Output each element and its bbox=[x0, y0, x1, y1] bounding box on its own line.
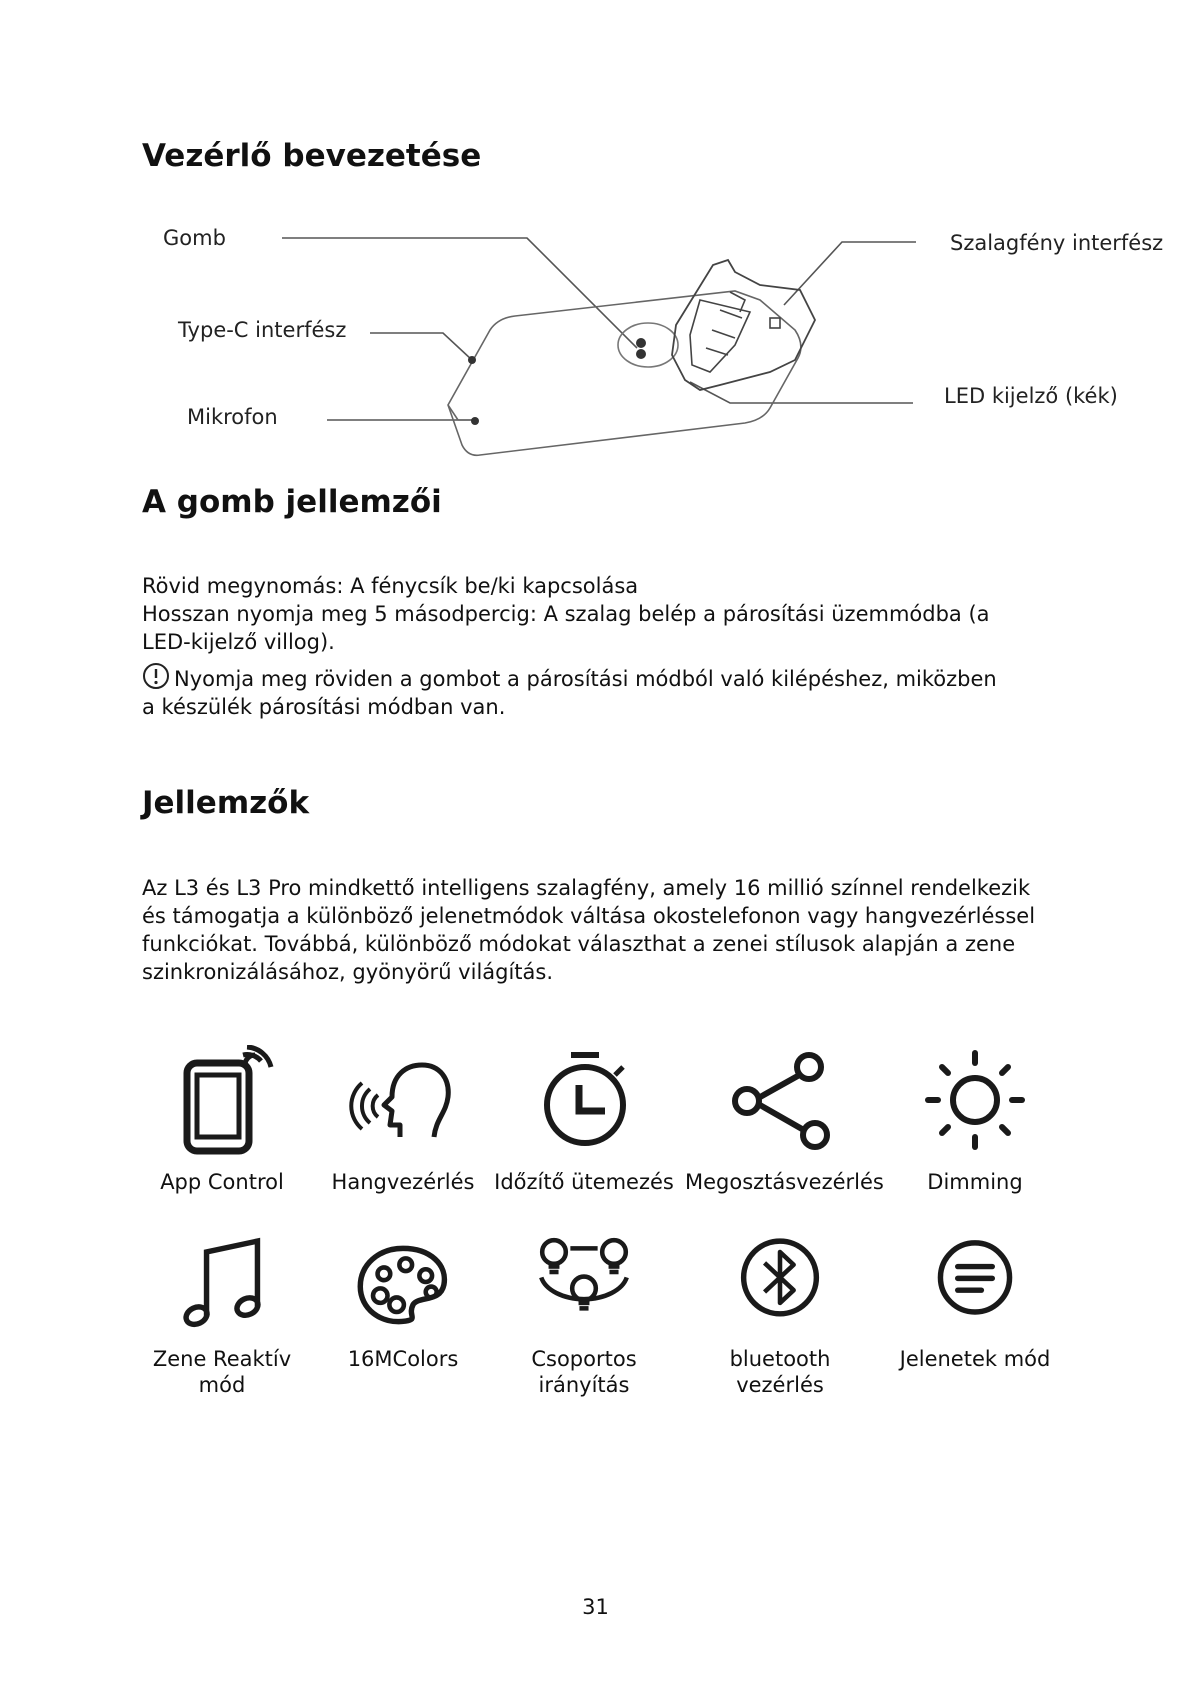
feature-bluetooth bbox=[685, 1232, 875, 1398]
leader-line-typec bbox=[370, 333, 472, 360]
feature-label: bluetooth vezérlés bbox=[729, 1347, 831, 1397]
feature-label: 16MColors bbox=[347, 1347, 459, 1371]
feature-label: Zene Reaktív mód bbox=[152, 1347, 292, 1397]
bulbs-icon bbox=[529, 1232, 639, 1332]
features-description: Az L3 és L3 Pro mindkettő intelligens szalagfény, amely 16 millió színnel rendelkezik és támogatja a különböző jelenetmódok váltása okostelefonon vagy hangvezérléssel funkciókat. Továbbá, különböző módokat választhat a zenei stílusok alapján a zene szinkronizálásához, gyönyörű világítás. bbox=[142, 876, 1036, 984]
feature-label: Jelenetek mód bbox=[899, 1347, 1051, 1371]
feature-dimming bbox=[880, 1045, 1070, 1195]
button-area bbox=[618, 323, 678, 367]
feature-voice-control bbox=[308, 1045, 498, 1195]
long-press-text: Hosszan nyomja meg 5 másodpercig: A szalag belép a párosítási üzemmódba (a LED-kijelző villog). bbox=[142, 602, 990, 654]
label-button: Gomb bbox=[163, 226, 226, 250]
button-dot-2 bbox=[636, 349, 646, 359]
note-text: Nyomja meg röviden a gombot a párosítási módból való kilépéshez, miközben a készülék párosítási módban van. bbox=[142, 667, 997, 719]
share-icon bbox=[725, 1045, 835, 1155]
feature-app-control bbox=[127, 1045, 317, 1195]
feature-label: Megosztásvezérlés bbox=[685, 1170, 884, 1194]
palette-icon bbox=[348, 1232, 458, 1332]
mic-dot bbox=[471, 417, 479, 425]
label-led: LED kijelző (kék) bbox=[944, 384, 1118, 408]
menu-circle-icon bbox=[920, 1232, 1030, 1332]
bluetooth-icon bbox=[725, 1232, 835, 1332]
feature-music-mode bbox=[127, 1232, 317, 1398]
button-description bbox=[142, 572, 1062, 721]
timer-icon bbox=[529, 1045, 639, 1155]
label-typec: Type-C interfész bbox=[178, 318, 347, 342]
feature-share-control bbox=[685, 1045, 884, 1195]
typec-port-dot bbox=[468, 356, 476, 364]
music-note-icon bbox=[167, 1232, 277, 1332]
feature-label: Időzítő ütemezés bbox=[494, 1170, 674, 1194]
leader-line-led bbox=[690, 382, 913, 403]
feature-label: Csoportos irányítás bbox=[531, 1347, 637, 1397]
label-microphone: Mikrofon bbox=[187, 405, 278, 429]
short-press-text: Rövid megynomás: A fénycsík be/ki kapcsolása bbox=[142, 574, 639, 598]
section-title-button: A gomb jellemzői bbox=[142, 484, 442, 520]
feature-label: App Control bbox=[160, 1170, 284, 1194]
feature-scenes bbox=[880, 1232, 1070, 1372]
phone-icon bbox=[167, 1045, 277, 1155]
label-strip-interface: Szalagfény interfész bbox=[950, 231, 1164, 255]
feature-label: Dimming bbox=[927, 1170, 1023, 1194]
page-number: 31 bbox=[582, 1595, 609, 1619]
warning-icon bbox=[142, 662, 170, 690]
voice-icon bbox=[348, 1045, 458, 1155]
button-dot-1 bbox=[636, 338, 646, 348]
leader-line-strip bbox=[784, 242, 916, 305]
note-paragraph bbox=[142, 662, 1002, 721]
feature-colors bbox=[308, 1232, 498, 1372]
feature-timer bbox=[489, 1045, 679, 1195]
feature-label: Hangvezérlés bbox=[331, 1170, 475, 1194]
sun-icon bbox=[920, 1045, 1030, 1155]
feature-group-control bbox=[489, 1232, 679, 1398]
section-title-features: Jellemzők bbox=[142, 785, 310, 821]
section-title-intro: Vezérlő bevezetése bbox=[142, 138, 482, 174]
